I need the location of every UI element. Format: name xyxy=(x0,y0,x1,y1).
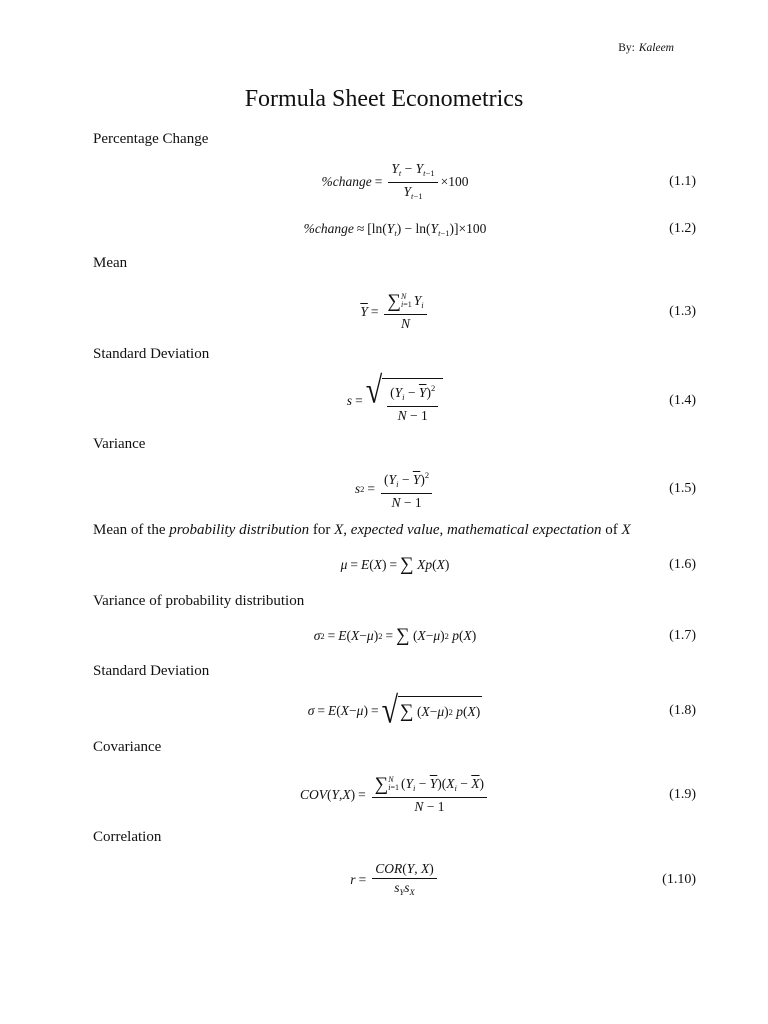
formula-correlation: r = $\frac{\text{COR(Y, X)}}{s_Ys_X}$ xyxy=(0,855,768,905)
section-heading-variance-probability: Variance of probability distribution xyxy=(93,593,305,609)
section-heading-variance: Variance xyxy=(93,436,146,452)
equation-number: (1.5) xyxy=(669,481,696,496)
section-heading-percentage-change: Percentage Change xyxy=(93,131,209,147)
equation-1-1 xyxy=(0,157,768,207)
section-heading-expected-value: Mean of the probability distribution for X, expected value, mathematical expectation of X xyxy=(93,522,631,538)
equation-1-6 xyxy=(0,540,768,590)
section-heading-correlation: Correlation xyxy=(93,829,162,845)
equation-number: (1.2) xyxy=(669,221,696,236)
equation-1-8 xyxy=(0,686,768,736)
page-title: Formula Sheet Econometrics xyxy=(244,86,524,112)
formula-sample-variance: s 2 = $\frac{(Y_i - \overline{Y})^2}{N - 1}$ xyxy=(0,464,768,514)
section-heading-mean: Mean xyxy=(93,255,128,271)
equation-1-3 xyxy=(0,287,768,337)
section-heading-covariance: Covariance xyxy=(93,739,162,755)
equation-number: (1.8) xyxy=(669,703,696,718)
equation-1-4 xyxy=(0,369,768,426)
equation-number: (1.3) xyxy=(669,304,696,319)
equation-number: (1.9) xyxy=(669,787,696,802)
equation-number: (1.4) xyxy=(669,393,696,408)
equation-number: (1.10) xyxy=(662,872,696,887)
equation-number: (1.7) xyxy=(669,628,696,643)
equation-1-2 xyxy=(0,204,768,254)
formula-sample-std-dev: s = √ $\frac{(Y_i - \overline{Y})^2}{N - 1}$ xyxy=(0,376,768,426)
author-line xyxy=(618,42,674,54)
formula-percent-change: %change = $\frac{Y_t - Y_{t-1}}{Y_{t-1}}$ ×100 xyxy=(321,160,469,201)
formula-covariance: COV ( Y , X ) = ∑ N i=1 $(Y_i - \overline{Y})(X_i - \overline{X})$ N − 1 xyxy=(0,770,768,820)
formula-population-variance: σ 2 = E ( X − μ ) 2 = ∑ ( X − μ ) 2 p ( X ) xyxy=(313,625,477,646)
section-heading-standard-deviation-population: Standard Deviation xyxy=(93,663,210,679)
section-heading-standard-deviation: Standard Deviation xyxy=(93,346,210,362)
author-name: Kaleem xyxy=(638,42,674,54)
by-label: By: xyxy=(618,42,635,54)
equation-number: (1.6) xyxy=(669,557,696,572)
equation-number: (1.1) xyxy=(669,174,696,189)
equation-1-9 xyxy=(0,770,768,820)
equation-1-10 xyxy=(0,855,768,905)
equation-1-7 xyxy=(0,611,768,661)
equation-1-5 xyxy=(0,464,768,514)
formula-expected-value: μ = E ( X ) = ∑ Xp ( X ) xyxy=(340,554,450,575)
formula-mean: $\overline{Y}$ = ∑ N i=1 $Y_i$ N xyxy=(0,287,768,337)
formula-population-std-dev: σ = E ( X − μ ) = √ ∑ ( X − μ ) 2 p ( X ) xyxy=(307,689,481,731)
formula-log-percent-change: %change ≈ $[\ln(Y_t) - \ln(Y_{t-1})]\times 100$ xyxy=(303,220,487,238)
